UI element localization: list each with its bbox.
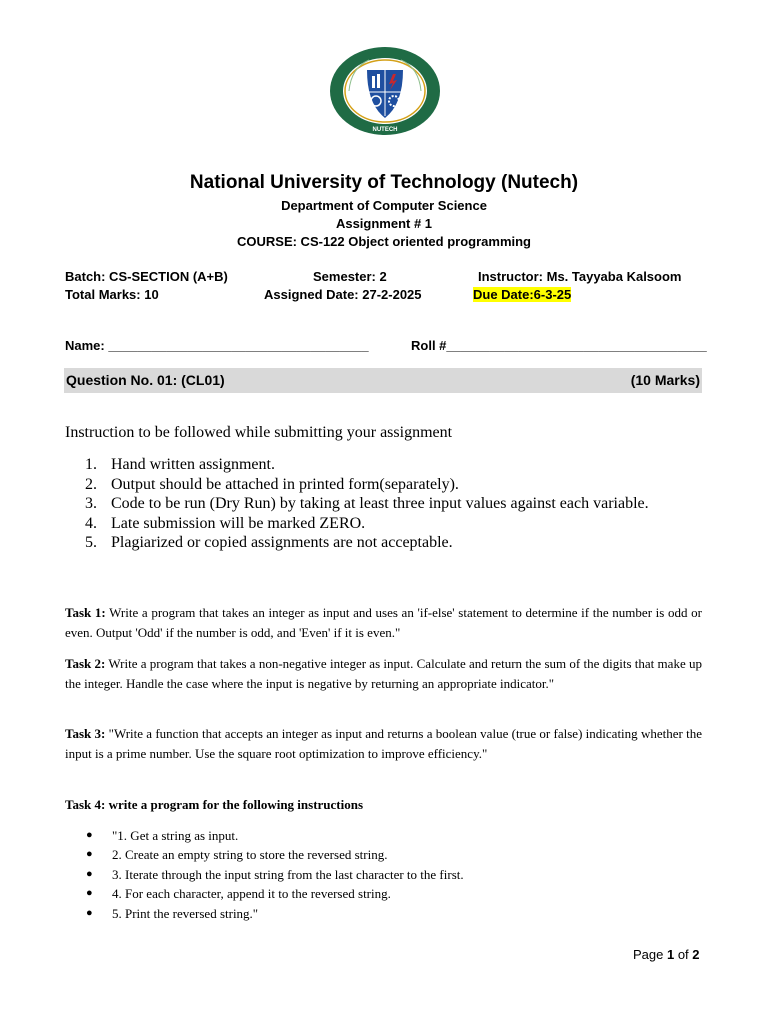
instruction-number: 2. <box>85 475 97 493</box>
page-prefix: Page <box>633 947 667 962</box>
question-header-bar <box>64 368 702 393</box>
task-2 <box>65 654 702 694</box>
step-text: 3. Iterate through the input string from the last character to the first. <box>112 866 464 882</box>
task-4 <box>65 795 702 815</box>
task-text: "Write a function that accepts an integer as input and returns a boolean value (true or false) indicating whether the input is a prime number. Use the square root optimization to improve efficiency." <box>65 726 702 761</box>
name-field: Name: ____________________________________ <box>65 338 369 353</box>
assigned-date-info: Assigned Date: 27-2-2025 <box>264 287 422 302</box>
instructions-list <box>85 455 685 553</box>
due-date-info: Due Date:6-3-25 <box>473 287 572 302</box>
task-3 <box>65 724 702 764</box>
university-logo <box>329 46 441 136</box>
instruction-text: Late submission will be marked ZERO. <box>111 514 366 532</box>
task-label: Task 1: <box>65 605 106 620</box>
instruction-item <box>85 475 685 495</box>
logo-nutech-text: NUTECH <box>372 127 398 133</box>
instruction-text: Hand written assignment. <box>111 456 275 473</box>
step-text: 5. Print the reversed string." <box>112 905 259 921</box>
batch-info: Batch: CS-SECTION (A+B) <box>65 269 228 284</box>
step-text: 2. Create an empty string to store the reversed string. <box>112 847 388 863</box>
instruction-item <box>85 455 685 475</box>
university-title: National University of Technology (Nutech) <box>189 172 579 193</box>
instruction-number: 1. <box>85 456 97 473</box>
question-marks: (10 Marks) <box>630 372 700 388</box>
list-item <box>86 845 686 864</box>
instruction-number: 5. <box>85 534 97 551</box>
instruction-item <box>85 514 685 534</box>
instructions-heading: Instruction to be followed while submitting your assignment <box>65 424 453 441</box>
bullet-icon: ● <box>86 848 93 861</box>
page-current: 1 <box>666 947 675 962</box>
instruction-text: Plagiarized or copied assignments are not acceptable. <box>111 534 453 551</box>
task-label: Task 2: <box>65 656 106 671</box>
instruction-number: 4. <box>85 514 97 532</box>
instruction-text: Output should be attached in printed form(separately). <box>111 475 459 493</box>
task4-steps-list <box>86 826 686 923</box>
instruction-number: 3. <box>85 495 97 512</box>
bullet-icon: ● <box>86 829 93 841</box>
list-item <box>86 904 686 923</box>
instructor-info: Instructor: Ms. Tayyaba Kalsoom <box>478 269 682 284</box>
task-1 <box>65 603 702 643</box>
semester-info: Semester: 2 <box>313 269 387 284</box>
bullet-icon: ● <box>86 867 93 880</box>
total-marks-info: Total Marks: 10 <box>65 287 159 302</box>
page-number <box>633 947 700 962</box>
question-title: Question No. 01: (CL01) <box>66 372 225 388</box>
task-label: Task 3: <box>65 726 106 741</box>
page-of: of <box>674 947 693 962</box>
assignment-number: Assignment # 1 <box>335 216 433 231</box>
step-text: "1. Get a string as input. <box>112 828 239 843</box>
task-text: Write a program that takes a non-negative integer as input. Calculate and return the sum of the digits that make up the integer. Handle the case where the input is negative by returning an appropriate indicator." <box>65 656 702 691</box>
roll-field: Roll #____________________________________ <box>411 338 707 353</box>
course-title: COURSE: CS-122 Object oriented programming <box>237 234 531 249</box>
instruction-item <box>85 533 685 553</box>
task-text: Write a program that takes an integer as input and uses an 'if-else' statement to determine if the number is odd or even. Output 'Odd' if the number is odd, and 'Even' if it is even." <box>65 605 702 640</box>
list-item <box>86 884 686 903</box>
instruction-item <box>85 494 685 514</box>
task-label: Task 4: write a program for the following instructions <box>65 797 364 812</box>
instruction-text: Code to be run (Dry Run) by taking at least three input values against each variable. <box>111 495 649 512</box>
list-item <box>86 826 686 845</box>
step-text: 4. For each character, append it to the reversed string. <box>112 886 391 902</box>
list-item <box>86 865 686 884</box>
department-name: Department of Computer Science <box>281 198 487 213</box>
bullet-icon: ● <box>86 887 93 900</box>
bullet-icon: ● <box>86 906 93 919</box>
page-total: 2 <box>692 947 700 962</box>
